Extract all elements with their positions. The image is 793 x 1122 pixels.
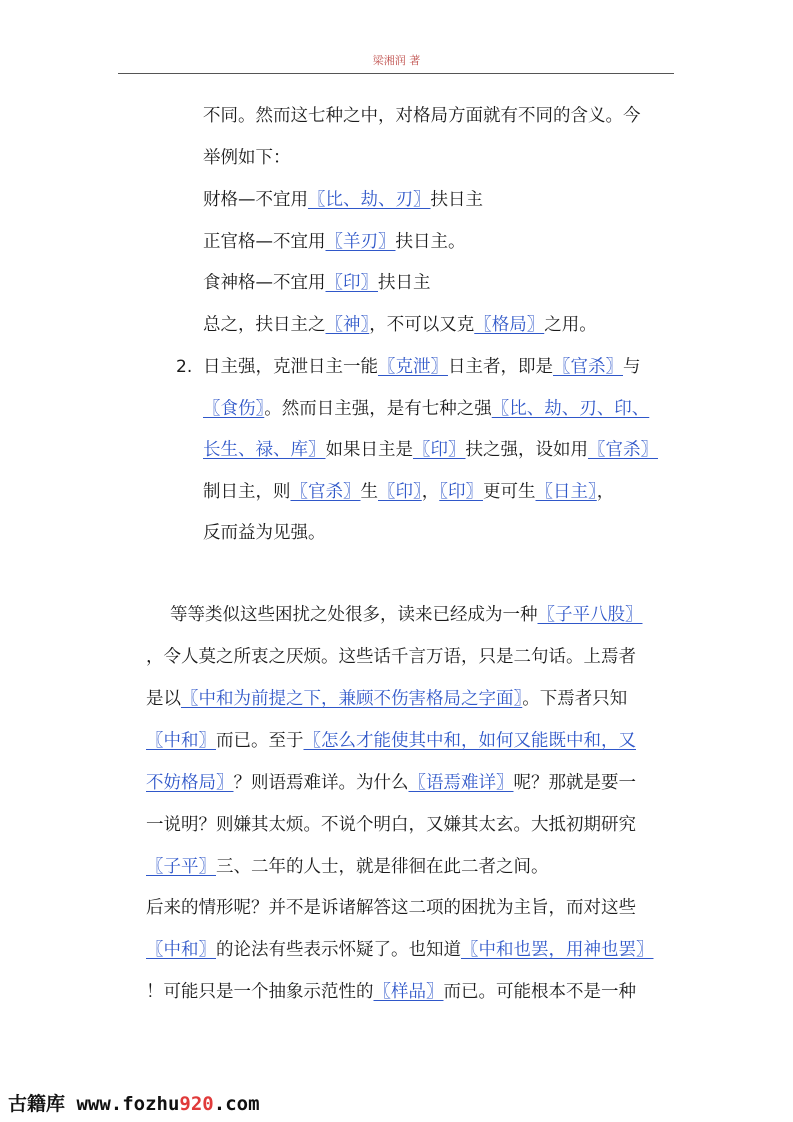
text-line [203,314,597,336]
text-line [203,272,431,294]
page-header: 梁湘润 著 [372,54,421,67]
text-line [146,897,636,919]
term-link[interactable]: 〖中和〗 [146,940,216,960]
term-link[interactable]: 〖怎么才能使其中和，如何又能既中和，又 [303,731,636,751]
term-link[interactable]: 〖食伤〗 [203,399,265,419]
text-line [146,814,636,836]
term-link[interactable]: 〖印〗 [439,482,483,502]
text-segment: 的论法有些表示怀疑了。也知道 [216,940,461,960]
footer-url-suffix: .com [213,1093,260,1115]
text-line [203,522,326,544]
text-segment: 扶日主。 [395,232,466,252]
text-segment: 。然而日主强，是有七种之强 [264,399,492,419]
text-segment: 扶日主 [430,190,483,210]
text-line [203,147,291,169]
text-segment: ， [421,482,440,502]
text-line [146,939,654,961]
term-link[interactable]: 〖印〗 [413,440,466,460]
text-segment: 总之，扶日主之 [203,315,326,335]
text-line [146,856,549,878]
term-link[interactable]: 〖比、劫、刃〗 [308,190,431,210]
text-segment: 更可生 [483,482,536,502]
footer-url-prefix: www.fozhu [76,1093,180,1115]
text-line [146,981,636,1003]
text-line [146,646,636,668]
term-link[interactable]: 〖中和也罢，用神也罢〗 [461,940,654,960]
list-number: 2. [176,357,193,377]
footer-url-number: 920 [179,1093,214,1115]
term-link[interactable]: 〖比、劫、刃、印、 [491,399,650,419]
text-line [203,231,466,253]
term-link[interactable]: 长生、禄、库〗 [203,440,326,460]
text-line [203,439,658,461]
term-link[interactable]: 〖子平〗 [146,857,216,877]
term-link[interactable]: 〖格局〗 [474,315,545,335]
term-link[interactable]: 〖样品〗 [373,982,444,1002]
text-segment: 而已。至于 [216,731,304,751]
text-segment: 如果日主是 [325,440,413,460]
term-link[interactable]: 〖印〗 [378,482,422,502]
text-segment: 反而益为见强。 [203,523,326,543]
term-link[interactable]: 〖子平八股〗 [537,605,643,625]
term-link[interactable]: 〖日主〗 [535,482,597,502]
text-line [146,730,636,752]
text-segment: ， [596,482,615,502]
term-link[interactable]: 〖语焉难详〗 [408,773,514,793]
text-line [203,398,649,420]
text-line [170,604,643,626]
term-link[interactable]: 〖中和为前提之下，兼顾不伤害格局之字面〗 [181,689,523,709]
text-segment: ！可能只是一个抽象示范性的 [146,982,374,1002]
text-segment: 财格—不宜用 [203,190,308,210]
header-divider [118,73,674,74]
text-line [203,105,641,127]
text-segment: 日主强，克泄日主一能 [203,357,378,377]
term-link[interactable]: 〖官杀〗 [588,440,658,460]
text-segment: ？则语焉难详。为什么 [233,773,409,793]
text-segment: 不同。然而这七种之中，对格局方面就有不同的含义。今 [203,106,641,126]
text-segment: 。下焉者只知 [522,689,628,709]
term-link[interactable]: 〖中和〗 [146,731,216,751]
text-segment: 食神格—不宜用 [203,273,326,293]
text-segment: 与 [623,357,641,377]
text-segment: 后来的情形呢？并不是诉诸解答这二项的困扰为主旨，而对这些 [146,898,636,918]
term-link[interactable]: 〖官杀〗 [553,357,623,377]
text-segment: 正官格—不宜用 [203,232,326,252]
text-segment: 是以 [146,689,181,709]
text-line [146,772,636,794]
text-line [203,481,614,503]
text-segment: 生 [360,482,378,502]
term-link[interactable]: 〖克泄〗 [378,357,448,377]
term-link[interactable]: 〖官杀〗 [290,482,361,502]
term-link[interactable]: 〖羊刃〗 [325,232,396,252]
text-segment: 举例如下： [203,148,291,168]
text-segment: 呢？那就是要一 [513,773,636,793]
text-segment: ，不可以又克 [369,315,475,335]
footer-brand: 古籍库 [8,1093,66,1115]
text-segment: 而已。可能根本不是一种 [443,982,636,1002]
text-line [203,356,641,378]
text-segment: 扶日主 [378,273,431,293]
text-segment: 制日主，则 [203,482,291,502]
text-segment: 之用。 [544,315,597,335]
text-line [203,189,483,211]
text-segment: 三、二年的人士，就是徘徊在此二者之间。 [216,857,549,877]
text-segment: 一说明？则嫌其太烦。不说个明白，又嫌其太玄。大抵初期研究 [146,815,636,835]
term-link[interactable]: 〖神〗 [325,315,370,335]
text-segment: 日主者，即是 [448,357,553,377]
site-footer[interactable] [8,1089,260,1116]
text-line [146,688,627,710]
term-link[interactable]: 不妨格局〗 [146,773,234,793]
text-segment: ，令人莫之所衷之厌烦。这些话千言万语，只是二句话。上焉者 [146,647,636,667]
text-segment: 扶之强，设如用 [465,440,588,460]
term-link[interactable]: 〖印〗 [325,273,378,293]
text-segment: 等等类似这些困扰之处很多，读来已经成为一种 [170,605,538,625]
